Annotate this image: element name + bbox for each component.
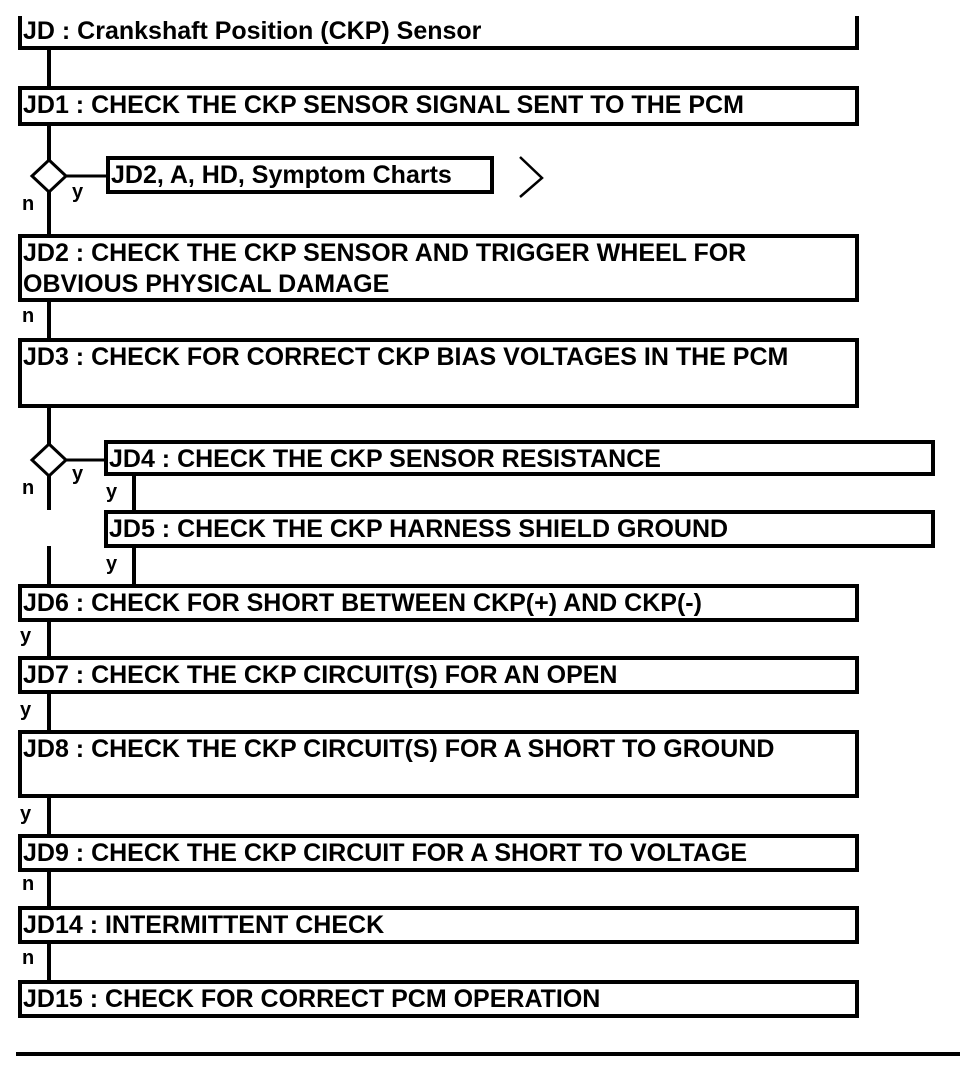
step-jd5: JD5 : CHECK THE CKP HARNESS SHIELD GROUND bbox=[104, 510, 935, 548]
decision-diamond-2 bbox=[32, 444, 66, 476]
edge-label-jd7-yes: y bbox=[20, 699, 32, 721]
edge-label-d2-no: n bbox=[22, 477, 35, 499]
edge-label-d1-yes: y bbox=[72, 181, 84, 203]
edge-label-d1-no: n bbox=[22, 193, 35, 215]
edge-label-jd4-yes: y bbox=[106, 481, 118, 503]
edge-label-jd14-no: n bbox=[22, 947, 35, 969]
edge-label-jd9-no: n bbox=[22, 873, 35, 895]
edge-label-jd6-yes: y bbox=[20, 625, 32, 647]
step-jd7: JD7 : CHECK THE CKP CIRCUIT(S) FOR AN OPEN bbox=[18, 656, 859, 694]
edge-label-d2-yes: y bbox=[72, 463, 84, 485]
step-jd9: JD9 : CHECK THE CKP CIRCUIT FOR A SHORT TO VOLTAGE bbox=[18, 834, 859, 872]
step-jd1-branch: JD2, A, HD, Symptom Charts bbox=[106, 156, 494, 194]
continue-arrow-icon bbox=[520, 157, 542, 197]
step-jd1: JD1 : CHECK THE CKP SENSOR SIGNAL SENT TO THE PCM bbox=[18, 86, 859, 126]
step-jd4: JD4 : CHECK THE CKP SENSOR RESISTANCE bbox=[104, 440, 935, 476]
step-jd3: JD3 : CHECK FOR CORRECT CKP BIAS VOLTAGES IN THE PCM bbox=[18, 338, 859, 408]
edge-label-jd5-yes: y bbox=[106, 553, 118, 575]
step-jd2: JD2 : CHECK THE CKP SENSOR AND TRIGGER WHEEL FOR OBVIOUS PHYSICAL DAMAGE bbox=[18, 234, 859, 302]
step-jd8: JD8 : CHECK THE CKP CIRCUIT(S) FOR A SHORT TO GROUND bbox=[18, 730, 859, 798]
edge-label-jd2-no: n bbox=[22, 305, 35, 327]
decision-diamond-1 bbox=[32, 160, 66, 192]
step-jd14: JD14 : INTERMITTENT CHECK bbox=[18, 906, 859, 944]
flowchart-title: JD : Crankshaft Position (CKP) Sensor bbox=[18, 16, 859, 50]
edge-label-jd8-yes: y bbox=[20, 803, 32, 825]
step-jd15: JD15 : CHECK FOR CORRECT PCM OPERATION bbox=[18, 980, 859, 1018]
step-jd6: JD6 : CHECK FOR SHORT BETWEEN CKP(+) AND CKP(-) bbox=[18, 584, 859, 622]
